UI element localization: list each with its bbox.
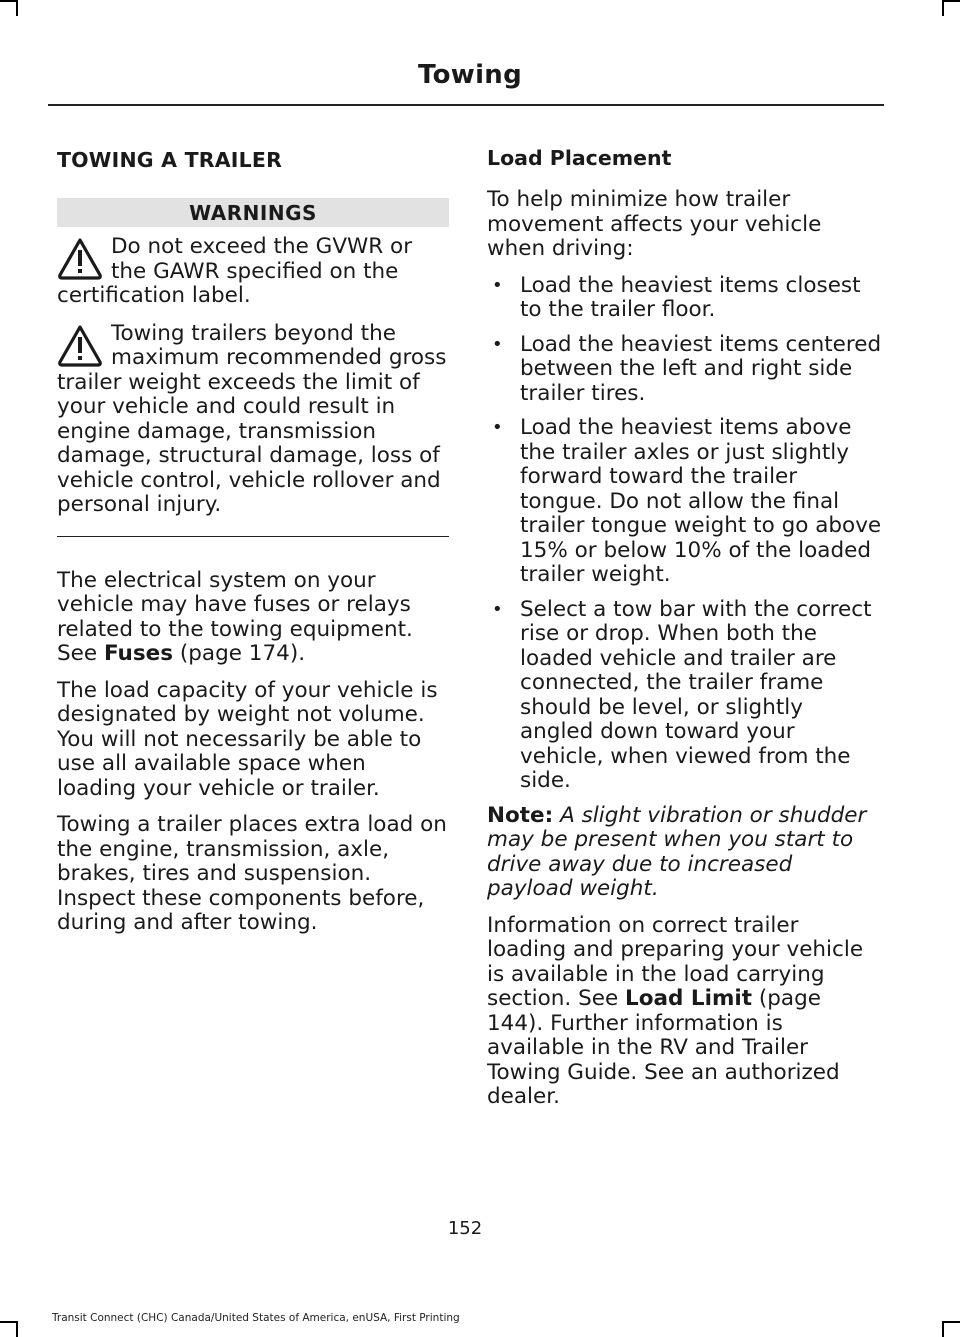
warnings-divider — [57, 536, 449, 537]
bullet-list — [487, 274, 882, 794]
paragraph: The electrical system on your vehicle may have fuses or relays related to the towing equipment. See Fuses (page 174). — [57, 567, 413, 666]
crop-mark — [942, 1321, 944, 1337]
crop-mark — [944, 1321, 960, 1323]
paragraph: Information on correct trailer loading and preparing your vehicle is available in the load carrying section. See Load Limit (page 144). Further information is available in the RV and Trailer Towing Guide. See an authorized dealer. — [487, 912, 864, 1109]
crop-mark — [0, 1321, 16, 1323]
list-item: • Load the heaviest items closest to the trailer floor. — [487, 274, 882, 323]
paragraph: Towing a trailer places extra load on the engine, transmission, axle, brakes, tires and suspension. Inspect these components before, during and after towing. — [57, 812, 447, 935]
section-heading: TOWING A TRAILER — [57, 148, 283, 172]
warning-item — [57, 322, 449, 518]
warning-triangle-icon — [57, 237, 103, 281]
list-item: • Load the heaviest items above the trailer axles or just slightly forward toward the trailer tongue. Do not allow the final trailer tongue weight to go above 15% or below 10% of the loaded trailer weight. — [487, 416, 882, 588]
left-column — [57, 140, 449, 948]
crop-mark — [942, 0, 944, 16]
paragraph: To help minimize how trailer movement affects your vehicle when driving: — [487, 187, 822, 261]
note-label: Note: — [487, 802, 554, 828]
warnings-header: WARNINGS — [57, 198, 449, 227]
page-number: 152 — [447, 1218, 483, 1239]
warning-triangle-icon — [57, 324, 103, 368]
header-divider — [48, 104, 884, 106]
note — [487, 804, 882, 902]
crop-mark — [0, 0, 16, 2]
note-text: A slight vibration or shudder may be present when you start to drive away due to increased payload weight. — [487, 802, 867, 901]
load-limit-link[interactable]: Load Limit — [625, 986, 753, 1011]
right-column — [487, 140, 882, 1122]
crop-mark — [16, 0, 18, 16]
crop-mark — [16, 1321, 18, 1337]
warnings-box — [57, 198, 449, 537]
list-item: • Select a tow bar with the correct rise or drop. When both the loaded vehicle and trailer are connected, the trailer frame should be level, or slightly angled down toward your vehicle, when viewed from the side. — [487, 598, 882, 794]
crop-mark — [944, 0, 960, 2]
subsection-heading: Load Placement — [487, 146, 672, 170]
edition-info: Transit Connect (CHC) Canada/United States of America, enUSA, First Printing — [52, 1312, 460, 1324]
fuses-link[interactable]: Fuses — [103, 641, 174, 666]
warning-text: Towing trailers beyond the maximum recommended gross trailer weight exceeds the limit of your vehicle and could result in engine damage, transmission damage, structural damage, loss of vehicle control, vehicle rollover and personal injury. — [57, 320, 447, 517]
warning-item — [57, 235, 449, 309]
list-item: • Load the heaviest items centered between the left and right side trailer tires. — [487, 333, 882, 407]
warning-text: Do not exceed the GVWR or the GAWR specified on the certification label. — [57, 234, 413, 308]
paragraph: The load capacity of your vehicle is designated by weight not volume. You will not necessarily be able to use all available space when loading your vehicle or trailer. — [57, 677, 438, 801]
page-title: Towing — [418, 60, 522, 90]
